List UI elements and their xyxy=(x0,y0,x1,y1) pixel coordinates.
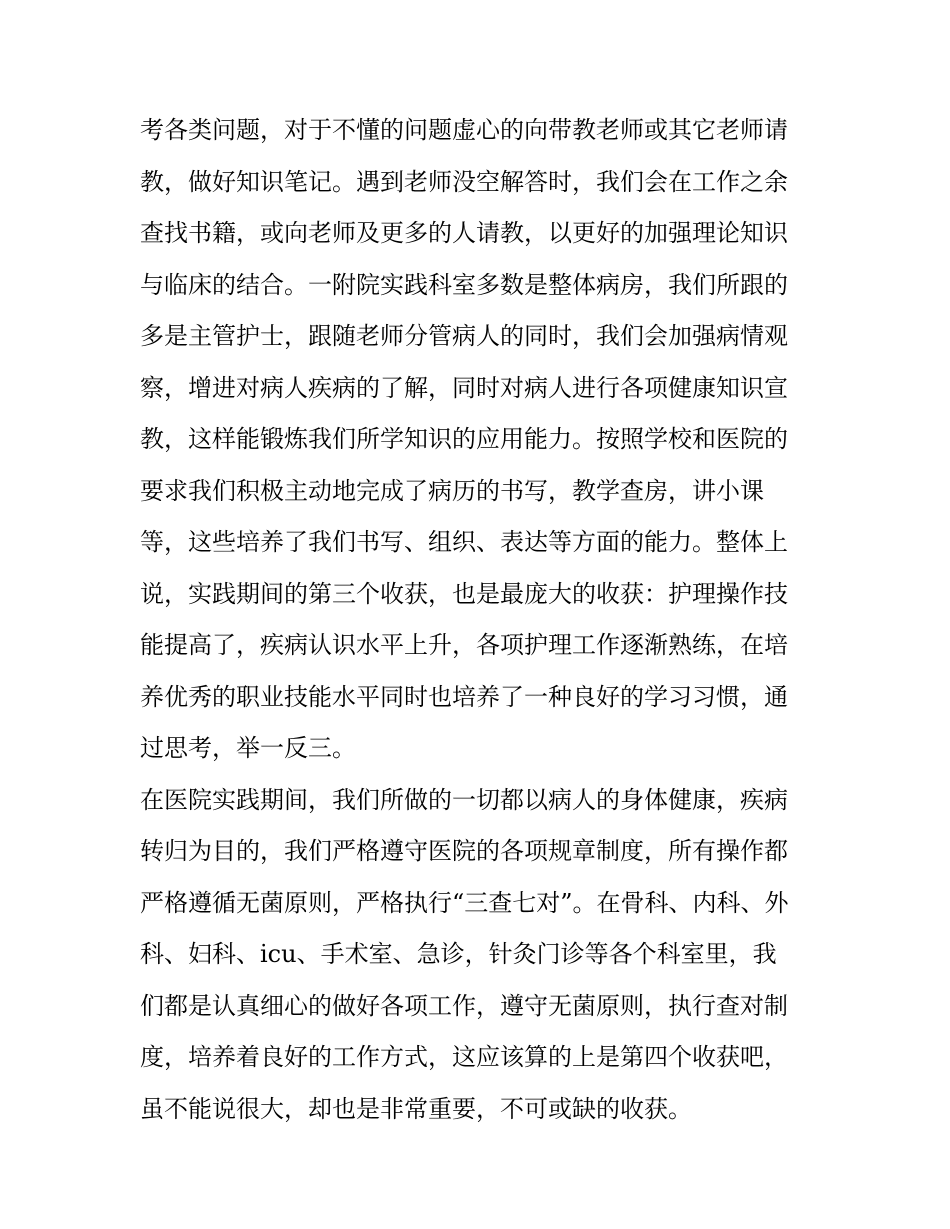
text-line: 们都是认真细心的做好各项工作，遵守无菌原则，执行查对制 xyxy=(140,991,788,1020)
text-line: 养优秀的职业技能水平同时也培养了一种良好的学习习惯，通 xyxy=(140,682,788,711)
text-line: 过思考，举一反三。 xyxy=(140,734,356,762)
text-line: 能提高了，疾病认识水平上升，各项护理工作逐渐熟练，在培 xyxy=(140,631,788,659)
text-line: 与临床的结合。一附院实践科室多数是整体病房，我们所跟的 xyxy=(140,270,788,299)
text-line: 多是主管护士，跟随老师分管病人的同时，我们会加强病情观 xyxy=(140,322,788,350)
text-line: 说，实践期间的第三个收获，也是最庞大的收获：护理操作技 xyxy=(140,579,788,608)
text-line: 度，培养着良好的工作方式，这应该算的上是第四个收获吧， xyxy=(140,1043,788,1071)
text-line: 虽不能说很大，却也是非常重要，不可或缺的收获。 xyxy=(140,1094,692,1123)
text-line: 等，这些培养了我们书写、组织、表达等方面的能力。整体上 xyxy=(140,528,788,556)
text-line: 查找书籍，或向老师及更多的人请教，以更好的加强理论知识 xyxy=(140,219,788,247)
text-line: 察，增进对病人疾病的了解，同时对病人进行各项健康知识宣 xyxy=(140,373,788,402)
text-line: 考各类问题，对于不懂的问题虚心的向带教老师或其它老师请 xyxy=(140,116,788,144)
text-line: 严格遵循无菌原则，严格执行“三查七对”。在骨科、内科、外 xyxy=(140,888,789,917)
body-text xyxy=(140,105,820,1135)
text-line: 在医院实践期间，我们所做的一切都以病人的身体健康，疾病 xyxy=(140,785,788,814)
text-line: 教，做好知识笔记。遇到老师没空解答时，我们会在工作之余 xyxy=(140,167,788,196)
text-line: 教，这样能锻炼我们所学知识的应用能力。按照学校和医院的 xyxy=(140,425,788,453)
text-line: 转归为目的，我们严格遵守医院的各项规章制度，所有操作都 xyxy=(140,837,788,865)
text-line: 要求我们积极主动地完成了病历的书写，教学查房，讲小课 xyxy=(140,476,764,505)
text-line: 科、妇科、icu、手术室、急诊，针灸门诊等各个科室里，我 xyxy=(140,940,777,968)
